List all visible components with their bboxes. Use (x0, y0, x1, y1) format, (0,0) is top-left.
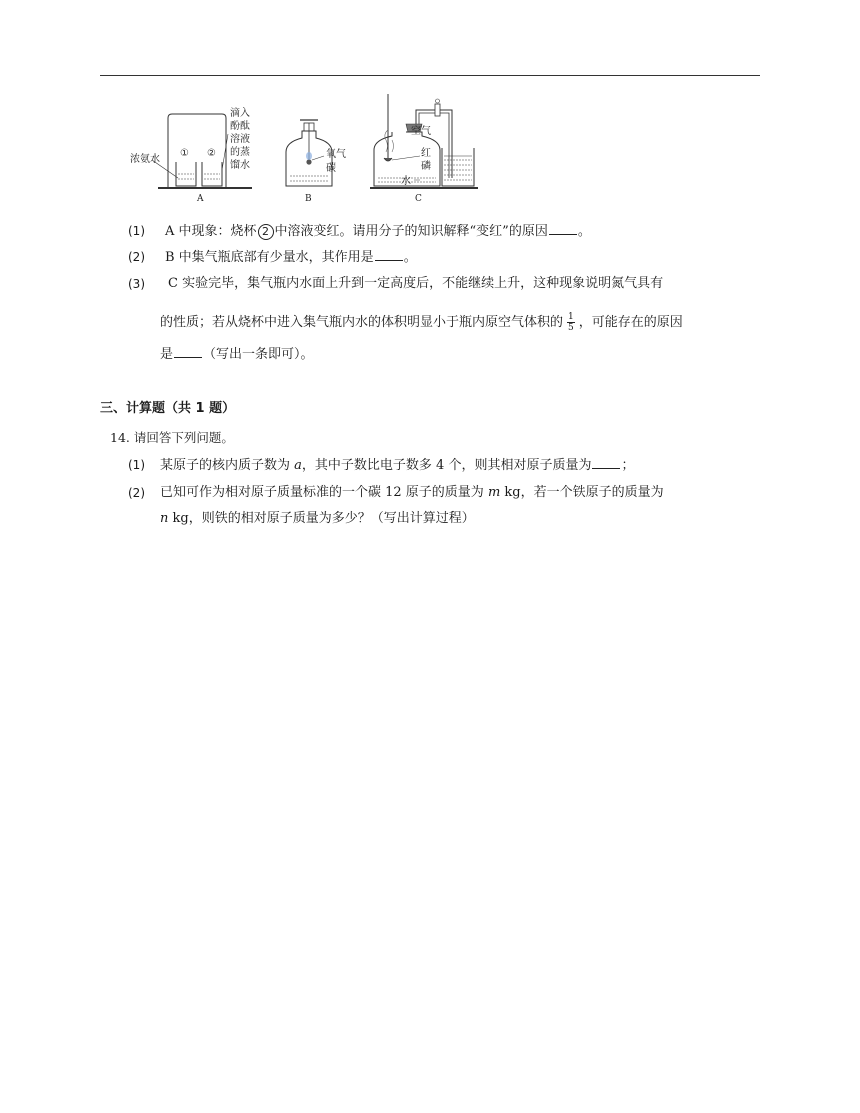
q14-1-text: 某原子的核内质子数为 a，其中子数比电子数多 4 个，则其相对原子质量为 ； (160, 458, 635, 473)
q13-3-line2: 的性质；若从烧杯中进入集气瓶内水的体积明显小于瓶内原空气体积的 $\frac{1}{5}$ ，可能存在的原因 (160, 312, 683, 333)
fraction-one-fifth: $\frac{1}{5}$ (568, 312, 574, 333)
apparatus-a (130, 106, 252, 204)
q13-3-line3: 是 （写出一条即可）。 (160, 347, 314, 362)
answer-blank[interactable] (174, 345, 202, 358)
label-drop-2: 酚酞 (230, 121, 250, 132)
var-a: a (294, 458, 302, 473)
caption-b: B (305, 194, 312, 204)
label-drop-1: 滴入 (230, 108, 250, 119)
label-drop-3: 溶液 (230, 134, 250, 145)
experiment-figure (122, 90, 492, 208)
q13-2-number: (2) (128, 250, 145, 264)
label-red-phos-2: 磷 (421, 161, 431, 172)
apparatus-c (370, 94, 478, 204)
section-heading: 三、计算题（共 1 题） (100, 401, 236, 416)
q13-3-line1: C 实验完毕，集气瓶内水面上升到一定高度后，不能继续上升，这种现象说明氮气具有 (168, 276, 664, 291)
q14-2-number: (2) (128, 486, 145, 500)
q13-1-number: (1) (128, 224, 145, 238)
q13-2-text: B 中集气瓶底部有少量水，其作用是 。 (165, 250, 417, 265)
var-n: n (160, 511, 169, 526)
label-conc-ammonia: 浓氨水 (130, 154, 160, 165)
apparatus-b (286, 120, 346, 204)
q13-1-text: A 中现象：烧杯 2 中溶液变红。请用分子的知识解释“变红”的原因 。 (165, 224, 591, 239)
q14-2-line2: n kg，则铁的相对原子质量为多少？（写出计算过程） (160, 511, 475, 526)
label-drop-5: 馏水 (230, 160, 250, 171)
q14-1-number: (1) (128, 458, 145, 472)
circled-number-2: 2 (258, 224, 274, 240)
label-beaker-1: ① (180, 148, 189, 159)
label-red-phos-1: 红 (421, 148, 431, 159)
caption-a: A (197, 194, 204, 204)
header-rule (100, 75, 760, 76)
var-m: m (487, 485, 501, 500)
label-beaker-2: ② (207, 148, 216, 159)
q14-stem: 14. 请回答下列问题。 (110, 430, 234, 445)
label-water: 水 (401, 176, 411, 187)
caption-c: C (415, 194, 422, 204)
label-carbon: 碳 (326, 163, 336, 174)
answer-blank[interactable] (592, 456, 620, 469)
q14-2-line1: 已知可作为相对原子质量标准的一个碳 12 原子的质量为 m kg，若一个铁原子的质量为 (160, 485, 664, 500)
label-oxygen: 氧气 (326, 149, 346, 160)
label-drop-4: 的蒸 (230, 147, 250, 158)
q13-3-number: (3) (128, 277, 145, 291)
answer-blank[interactable] (549, 222, 577, 235)
label-air: 空气 (411, 126, 431, 137)
answer-blank[interactable] (375, 248, 403, 261)
